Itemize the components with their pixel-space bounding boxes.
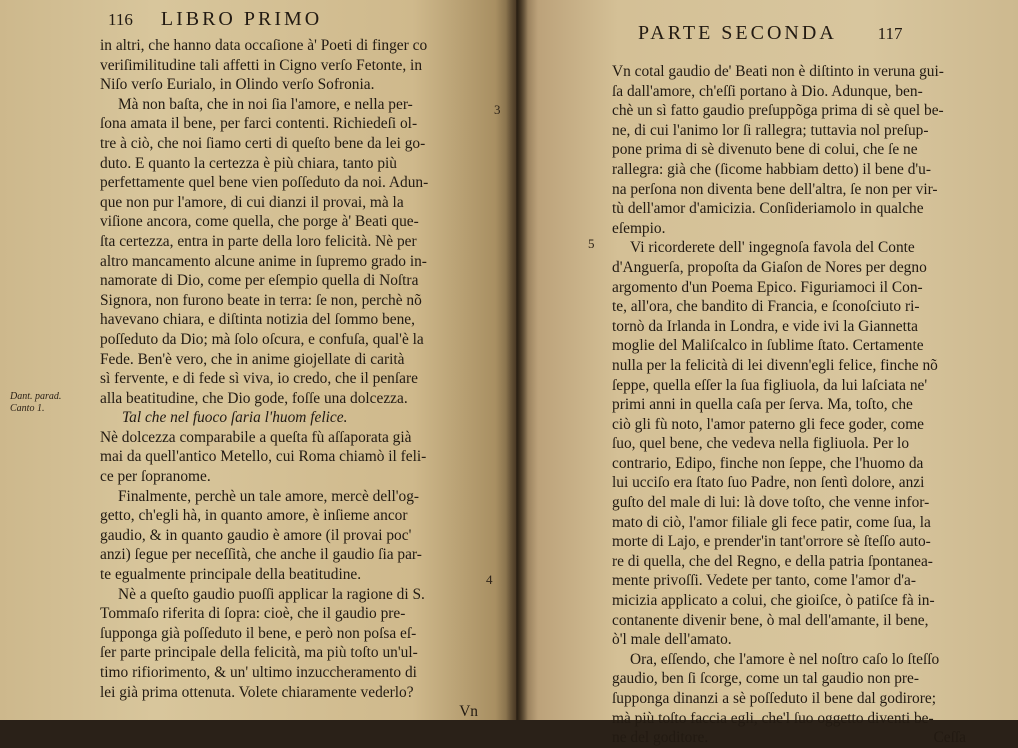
text-line: Vi ricorderete dell' ingegnoſa favola del Conte [630, 239, 915, 257]
text-line: Ora, eſſendo, che l'amore è nel noſtro caſo lo ſteſſo [630, 650, 940, 668]
text-line: tù dell'amor d'amicizia. Conſideriamolo in qualche [612, 200, 924, 218]
text-line: nulla per la felicità di lei divenn'egli felice, finche nõ [612, 356, 938, 374]
right-running-head: PARTE SECONDA [638, 22, 836, 44]
text-line: timo rifiorimento, & un' ultimo inzuccheramento di [100, 664, 417, 681]
text-line: d'Anguerſa, propoſta da Giaſon de Nores per degno [612, 258, 927, 276]
text-line: tre à ciò, che noi ſiamo certi di queſto bene da lei go- [100, 134, 426, 152]
text-line: ſer parte principale della felicità, ma più toſto un'ul- [100, 644, 418, 662]
text-line: poſſeduto da Dio; mà ſolo oſcura, e confuſa, qual'è la [100, 330, 424, 348]
text-line: in altri, che hanno data occaſione à' Poeti di finger co [100, 37, 428, 54]
margin-number-5: 5 [588, 236, 595, 251]
right-page [518, 0, 1018, 747]
text-line: guſto del male di lui: là dove toſto, che venne infor- [612, 494, 930, 512]
text-line: namorate di Dio, come per eſempio quella di Noſtra [100, 272, 419, 290]
text-line: Tommaſo riferita di ſopra: cioè, che il gaudio pre- [100, 605, 406, 623]
left-running-header [108, 8, 322, 31]
text-line: que non pur l'amore, di cui dianzi il provai, mà la [100, 193, 404, 211]
text-line: lei già prima ottenuta. Volete chiaramente vederlo? [100, 683, 414, 701]
text-line: viſione ancora, come quella, che porge à' Beati que- [100, 213, 419, 231]
text-line: veriſimilitudine tali affetti in Cigno verſo Fetonte, in [100, 56, 423, 74]
catchword: Ceſſa [933, 729, 966, 747]
text-line: contrario, Edipo, finche non ſeppe, che l'huomo da [612, 454, 924, 472]
margin-number-3: 3 [494, 102, 501, 117]
text-line: Mà non baſta, che in noi ſia l'amore, e nella per- [118, 95, 413, 113]
right-running-header [638, 22, 903, 45]
right-folio: 117 [877, 24, 903, 43]
text-line: mato di ciò, l'amor filiale gli fece patir, come ſua, la [612, 513, 931, 531]
verse-quotation: Tal che nel fuoco ſaria l'huom felice. [122, 409, 348, 427]
text-line: Finalmente, perchè un tale amore, mercè dell'og- [118, 487, 420, 505]
text-line: Nè dolcezza comparabile a queſta fù aſſaporata già [100, 428, 412, 446]
text-line: chè un sì fatto gaudio preſuppõga prima di sè quel be- [612, 102, 944, 120]
text-line: micizia applicato a colui, che gioiſce, ò patiſce fà in- [612, 592, 935, 610]
text-line: havevano chiara, e diſtinta notizia del ſommo bene, [100, 311, 415, 329]
text-line: Vn cotal gaudio de' Beati non è diſtinto in veruna gui- [612, 63, 944, 80]
text-line: gaudio, & in quanto gaudio è amore (il provai poc' [100, 526, 412, 544]
text-line: perfettamente quel bene vien poſſeduto da noi. Adun- [100, 174, 429, 192]
text-line: altro mancamento alcune anime in ſupremo grado in- [100, 252, 427, 270]
text-line: Nè a queſto gaudio puoſſi applicar la ragione di S. [118, 585, 425, 603]
text-line: ſa dall'amore, ch'eſſi portano à Dio. Adunque, ben- [612, 82, 923, 100]
text-line: ſta certezza, entra in parte della loro felicità. Nè per [100, 232, 417, 250]
text-line: Fede. Ben'è vero, che in anime giojellate di carità [100, 350, 405, 368]
text-line: anzi) ſegue per neceſſità, che anche il gaudio ſia par- [100, 546, 422, 564]
text-line: ne del goditore. [612, 729, 709, 747]
text-line: Signora, non furono beate in terra: ſe non, perchè nõ [100, 291, 422, 309]
text-line: ſupponga già poſſeduto il bene, e però non poſsa eſ- [100, 624, 417, 642]
text-line: mente privoſſi. Vedete per tanto, come l'amor d'a- [612, 572, 916, 590]
text-line: tornò da Irlanda in Londra, e vide ivi la Giannetta [612, 317, 918, 335]
left-folio: 116 [108, 10, 133, 29]
right-page-text [612, 62, 994, 748]
text-line: ciò gli fù noto, l'amor paterno gli fece goder, come [612, 415, 924, 433]
text-line: primi anni in quella caſa per ſerva. Ma, toſto, che [612, 396, 913, 414]
text-line: rallegra: già che (ſicome habbiam detto) il bene d'u- [612, 160, 932, 178]
text-line: re di quella, che del Regno, e della patria ſpontanea- [612, 552, 933, 570]
text-line: ſona amata il bene, per farci contenti. Richiedeſi ol- [100, 115, 418, 133]
left-running-head: LIBRO PRIMO [160, 8, 323, 30]
text-line: gaudio, ben ſi ſcorge, come un tal gaudio non pre- [612, 670, 920, 688]
text-line: na perſona non diventa bene dell'altra, ſe non per vir- [612, 180, 938, 198]
text-line: pone prima di sè divenuto bene di colui, che ſe ne [612, 141, 918, 159]
left-page-text [100, 36, 492, 722]
text-line: eſempio. [612, 219, 666, 237]
text-line: getto, ch'egli hà, in quanto amore, è inſieme ancor [100, 507, 408, 525]
catchword: Vn [459, 703, 478, 721]
text-line: ſupponga dinanzi a sè poſſeduto il bene dal godirore; [612, 690, 936, 707]
text-line: Niſo verſo Eurialo, in Olindo verſo Sofronia. [100, 76, 375, 94]
marginal-citation: Dant. parad. Canto 1. [10, 391, 62, 414]
text-line: te egualmente principale della beatitudine. [100, 566, 362, 584]
text-line: argomento d'un Poema Epico. Figuriamoci il Con- [612, 278, 923, 296]
left-page [0, 0, 516, 720]
text-line: ò'l male dell'amato. [612, 631, 732, 649]
text-line: mai da quell'antico Metello, cui Roma chiamò il feli- [100, 448, 427, 466]
text-line: ne, di cui l'animo lor ſi rallegra; tuttavia nol preſup- [612, 121, 929, 139]
text-line: contanente divenir bene, ò mal dell'amante, il bene, [612, 611, 929, 629]
text-line: ſuo, quel bene, che vedeva nella figliuola. Per lo [612, 435, 910, 453]
text-line: ce per ſopranome. [100, 468, 211, 486]
text-line: duto. E quanto la certezza è più chiara, tanto più [100, 154, 397, 172]
book-gutter [506, 0, 528, 720]
text-line: alla beatitudine, che Dio gode, foſſe una dolcezza. [100, 389, 408, 407]
text-line: te, all'ora, che bandito di Francia, e ſconoſciuto ri- [612, 298, 920, 316]
text-line: ſeppe, quella eſſer la ſua figliuola, da lui laſciata ne' [612, 376, 928, 394]
margin-number-4: 4 [486, 572, 493, 587]
text-line: lui ucciſo era ſtato ſuo Padre, non ſentì dolore, anzi [612, 474, 925, 492]
text-line: sì fervente, e di fede sì viva, io credo, che il penſare [100, 370, 418, 388]
text-line: moglie del Maliſcalco in ſublime ſtato. Certamente [612, 337, 924, 355]
text-line: morte di Lajo, e prender'in tant'orrore sè ſteſſo auto- [612, 533, 931, 551]
text-line: mà più toſto faccia egli, che'l ſuo oggetto diventi be- [612, 709, 934, 727]
